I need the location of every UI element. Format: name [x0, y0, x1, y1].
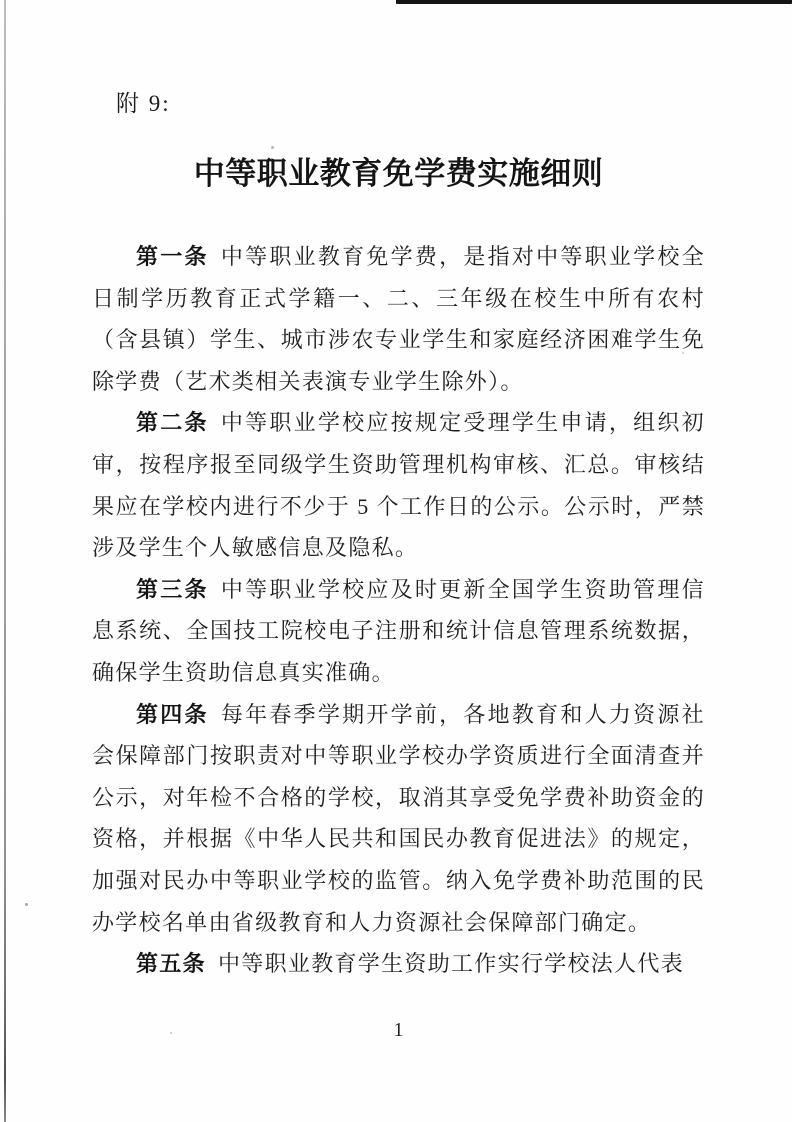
article-paragraph-1 [92, 236, 705, 402]
document-body [92, 236, 705, 985]
article-paragraph-5 [92, 943, 705, 985]
article-paragraph-2 [92, 402, 705, 568]
article-1-number: 第一条 [136, 244, 209, 269]
attachment-label: 附 9: [116, 91, 171, 116]
article-1-text: 中等职业教育免学费，是指对中等职业学校全日制学历教育正式学籍一、二、三年级在校生中所有农村（含县镇）学生、城市涉农专业学生和家庭经济困难学生免除学费（艺术类相关表演专业学生除外）。 [92, 244, 705, 394]
article-5-text: 中等职业教育学生资助工作实行学校法人代表 [218, 951, 685, 977]
article-4-number: 第四条 [136, 701, 209, 727]
page-number: 1 [393, 1019, 404, 1041]
scan-speck [271, 146, 274, 149]
article-paragraph-3 [92, 569, 705, 694]
document-title: 中等职业教育免学费实施细则 [193, 156, 604, 191]
article-2-text: 中等职业学校应按规定受理学生申请，组织初审，按程序报至同级学生资助管理机构审核、汇总。审核结果应在学校内进行不少于 5 个工作日的公示。公示时，严禁涉及学生个人敏感信息及隐私。 [92, 410, 705, 561]
article-2-number: 第二条 [136, 410, 209, 436]
scan-speck [25, 903, 28, 906]
article-paragraph-4 [92, 694, 705, 944]
scan-artifact-top-bar [396, 0, 792, 4]
article-5-number: 第五条 [136, 951, 206, 977]
article-3-text: 中等职业学校应及时更新全国学生资助管理信息系统、全国技工院校电子注册和统计信息管理系统数据，确保学生资助信息真实准确。 [92, 576, 705, 685]
article-4-text: 每年春季学期开学前，各地教育和人力资源社会保障部门按职责对中等职业学校办学资质进行全面清查并公示，对年检不合格的学校，取消其享受免学费补助资金的资格，并根据《中华人民共和国民办教育促进法》的规定，加强对民办中等职业学校的监管。纳入免学费补助范围的民办学校名单由省级教育和人力资源社会保障部门确定。 [92, 701, 705, 935]
scan-artifact-left-edge-line [4, 0, 6, 1122]
article-3-number: 第三条 [136, 576, 209, 602]
